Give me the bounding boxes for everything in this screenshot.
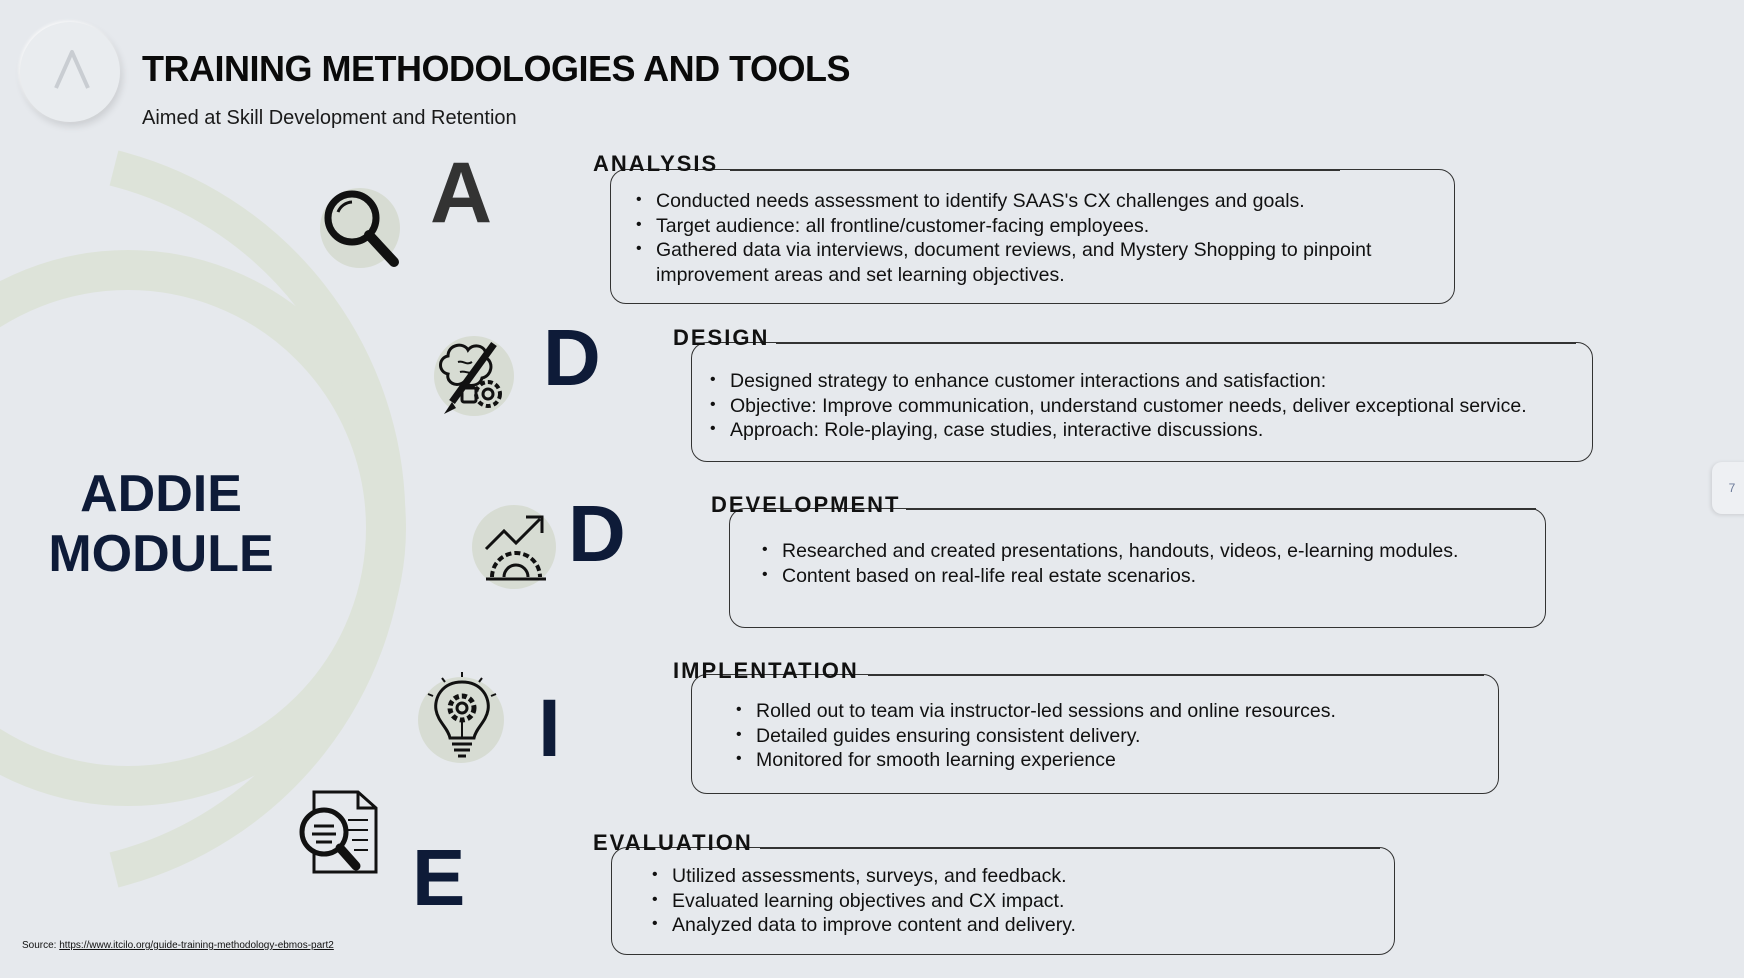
addie-heading-line2: MODULE (48, 525, 274, 583)
growth-chart-gear-icon (474, 505, 560, 591)
design-letter: D (543, 313, 601, 402)
addie-module-heading (30, 464, 292, 584)
lightbulb-gear-icon (420, 672, 504, 764)
analysis-bullet: • Target audience: all frontline/customer-facing employees. (636, 214, 1376, 239)
implentation-letter: I (538, 683, 561, 774)
analysis-title-rule (730, 169, 1340, 171)
logo (20, 22, 120, 122)
page-number-tab[interactable]: 7 (1712, 462, 1744, 514)
source-citation (22, 940, 334, 951)
analysis-bullets (636, 189, 1376, 287)
design-title: DESIGN (673, 325, 770, 350)
page-title: TRAINING METHODOLOGIES AND TOOLS (142, 48, 851, 89)
development-letter: D (568, 489, 626, 578)
implentation-bullet: • Rolled out to team via instructor-led sessions and online resources. (736, 699, 1496, 724)
source-label: Source: (22, 940, 57, 951)
development-title-rule (906, 508, 1536, 510)
implentation-bullet: • Detailed guides ensuring consistent delivery. (736, 724, 1496, 749)
evaluation-title-rule (760, 847, 1380, 849)
analysis-title: ANALYSIS (593, 151, 719, 176)
logo-chevron-icon (20, 22, 120, 122)
development-bullet: • Researched and created presentations, handouts, videos, e-learning modules. (762, 539, 1542, 564)
design-bullet: • Objective: Improve communication, understand customer needs, deliver exceptional service. (710, 394, 1590, 419)
implentation-title: IMPLENTATION (673, 658, 859, 683)
implentation-bullets (736, 699, 1496, 773)
development-title: DEVELOPMENT (711, 492, 901, 517)
implentation-title-rule (868, 674, 1484, 676)
document-search-icon (294, 790, 380, 876)
source-link[interactable]: https://www.itcilo.org/guide-training-methodology-ebmos-part2 (59, 940, 334, 951)
design-title-rule (776, 342, 1576, 344)
evaluation-letter: E (412, 833, 466, 922)
development-bullets (762, 539, 1542, 588)
evaluation-bullets (652, 864, 1382, 938)
brain-pencil-gear-icon (430, 332, 520, 422)
analysis-bullet: • Gathered data via interviews, document reviews, and Mystery Shopping to pinpoint improvement areas and set learning objectives. (636, 238, 1376, 287)
addie-heading-line1: ADDIE (80, 465, 242, 523)
magnifier-icon (316, 182, 406, 272)
evaluation-title: EVALUATION (593, 830, 753, 855)
design-bullets (710, 369, 1590, 443)
analysis-letter: A (430, 145, 493, 241)
evaluation-bullet: • Utilized assessments, surveys, and feedback. (652, 864, 1382, 889)
evaluation-bullet: • Evaluated learning objectives and CX impact. (652, 889, 1382, 914)
page-subtitle: Aimed at Skill Development and Retention (142, 107, 517, 129)
design-bullet: • Designed strategy to enhance customer interactions and satisfaction: (710, 369, 1590, 394)
design-bullet: • Approach: Role-playing, case studies, interactive discussions. (710, 418, 1590, 443)
analysis-bullet: • Conducted needs assessment to identify SAAS's CX challenges and goals. (636, 189, 1376, 214)
development-bullet: • Content based on real-life real estate scenarios. (762, 564, 1542, 589)
implentation-bullet: • Monitored for smooth learning experience (736, 748, 1496, 773)
evaluation-bullet: • Analyzed data to improve content and delivery. (652, 913, 1382, 938)
